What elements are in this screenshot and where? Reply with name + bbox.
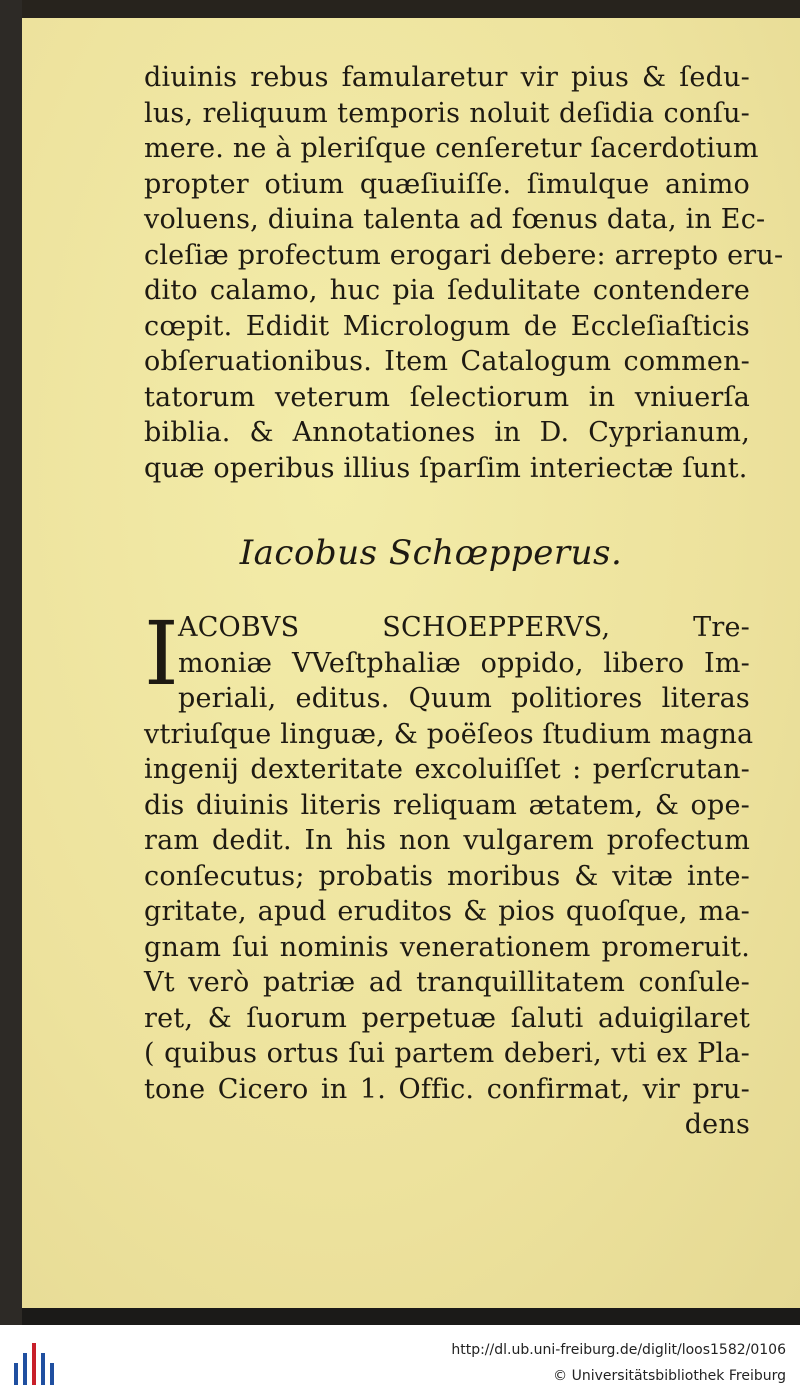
scan-border-bottom: [22, 1308, 800, 1325]
text-line: vtriuſque linguæ, & poëſeos ſtudium magna: [144, 718, 754, 750]
text-line: diuinis rebus famularetur vir pius & ſedu-: [144, 62, 750, 93]
book-page: [22, 18, 800, 1308]
paragraph-2: [144, 602, 754, 1143]
text-line: moniæ VVeſtphaliæ oppido, libero Im-: [178, 647, 750, 679]
text-line: Vt verò patriæ ad tranquillitatem conſule-: [144, 967, 750, 998]
text-line: gnam ſui nominis venerationem promeruit.: [144, 931, 750, 963]
text-line: conſecutus; probatis moribus & vitæ inte-: [144, 860, 750, 892]
text-line: gritate, apud eruditos & pios quoſque, ma-: [144, 896, 750, 927]
text-line: lus, reliquum temporis noluit deſidia conſu-: [144, 97, 750, 129]
text-line: mere. ne à pleriſque cenſeretur ſacerdotium: [144, 133, 759, 164]
catchword: dens: [684, 1109, 750, 1140]
text-line: tatorum veterum ſelectiorum in vniuerſa: [144, 381, 750, 413]
text-line: voluens, diuina talenta ad fœnus data, in Ec-: [144, 204, 766, 235]
text-line: dito calamo, huc pia ſedulitate contendere: [144, 275, 750, 306]
text-line: obſeruationibus. Item Catalogum commen-: [144, 346, 750, 377]
text-line: ( quibus ortus ſui partem deberi, vti ex Pla-: [144, 1038, 750, 1069]
paragraph-1: [144, 60, 784, 486]
text-line: tone Cicero in 1. Offic. confirmat, vir pru-: [144, 1073, 750, 1105]
text-line: ACOBVS SCHOEPPERVS, Tre-: [178, 612, 750, 643]
text-line: quæ operibus illius ſparſim interiectæ ſunt.: [144, 452, 748, 484]
text-line: biblia. & Annotationes in D. Cyprianum,: [144, 417, 750, 448]
text-line: ram dedit. In his non vulgarem profectum: [144, 825, 750, 856]
text-line: periali, editus. Quum politiores literas: [178, 683, 750, 714]
section-heading: Iacobus Schœpperus.: [239, 533, 623, 573]
text-line: cleſiæ profectum erogari debere: arrepto eru-: [144, 239, 784, 271]
text-line: ret, & ſuorum perpetuæ ſaluti aduigilaret: [144, 1002, 750, 1034]
drop-capital: I: [144, 602, 179, 705]
text-line: ingenij dexteritate excoluiſſet : perſcrutan-: [144, 754, 750, 785]
text-line: cœpit. Edidit Micrologum de Eccleſiaſticis: [144, 310, 750, 342]
permalink-url[interactable]: http://dl.ub.uni-freiburg.de/diglit/loos1582/0106: [451, 1342, 786, 1358]
text-line: dis diuinis literis reliquam ætatem, & ope-: [144, 789, 750, 821]
copyright-notice: © Universitätsbibliothek Freiburg: [553, 1368, 786, 1384]
scan-border-left: [0, 0, 22, 1325]
library-logo-icon: [14, 1343, 54, 1385]
text-line: propter otium quæſiuiſſe. ſimulque animo: [144, 168, 750, 200]
viewer-footer: [0, 1325, 800, 1393]
scan-border-top: [0, 0, 800, 18]
